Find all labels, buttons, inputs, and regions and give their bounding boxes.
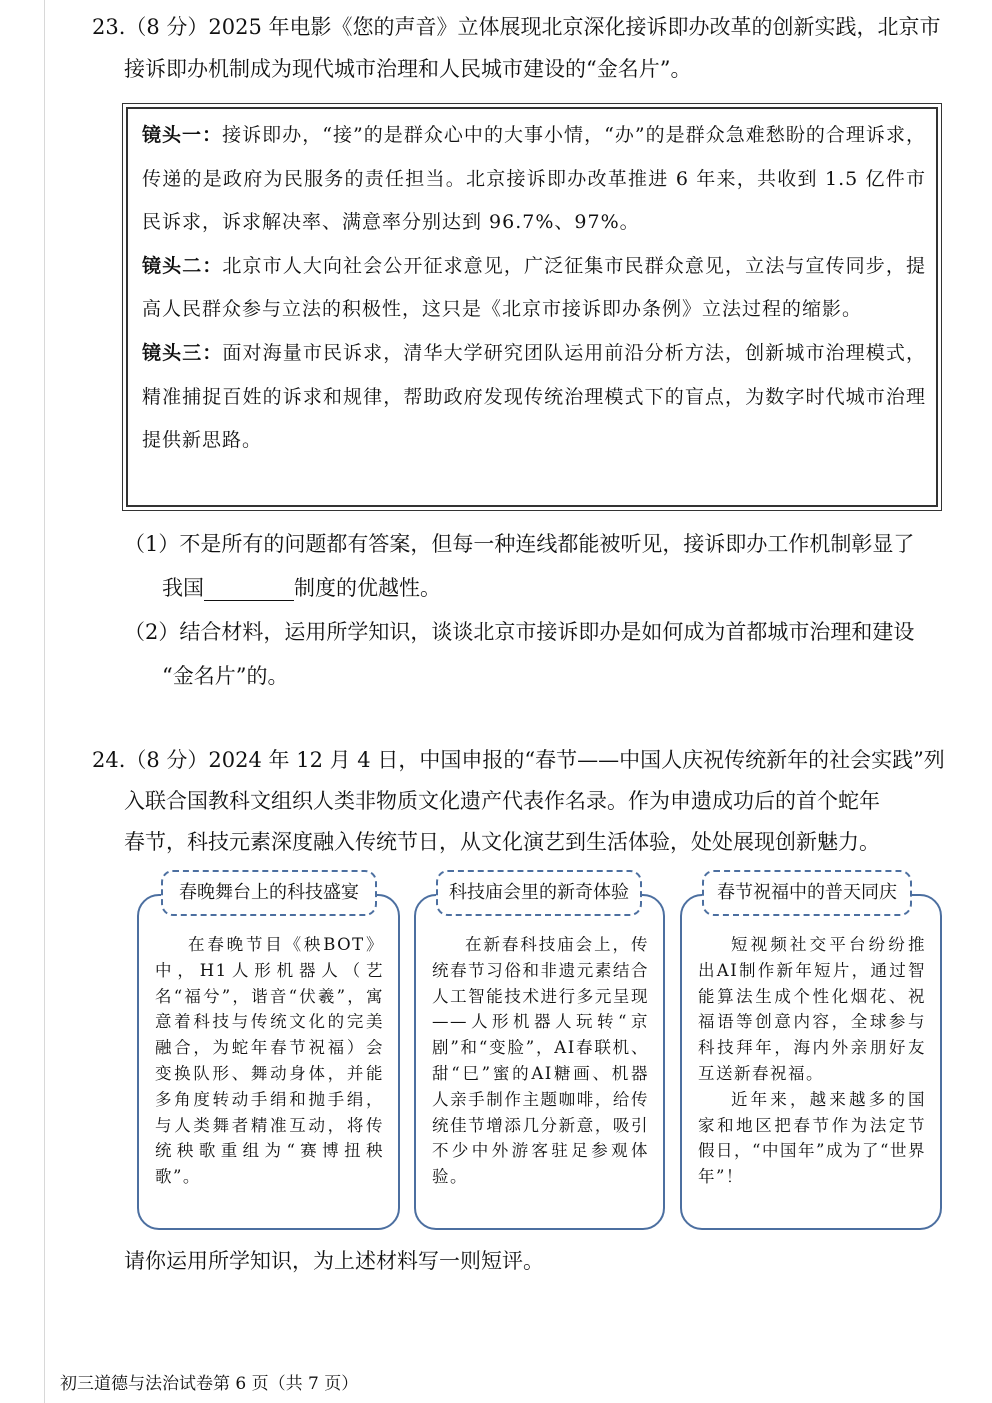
q24-stem-line3: 春节，科技元素深度融入传统节日，从文化演艺到生活体验，处处展现创新魅力。 xyxy=(124,830,880,854)
sub1-suffix: 制度的优越性。 xyxy=(294,576,441,600)
q23-sub1-line2 xyxy=(162,566,990,610)
card-1 xyxy=(137,894,400,1230)
q24-stem-line2: 入联合国教科文组织人类非物质文化遗产代表作名录。作为申遗成功后的首个蛇年 xyxy=(124,789,880,813)
shot-2 xyxy=(142,245,926,332)
q24-stem-line1: 24.（8 分）2024 年 12 月 4 日，中国申报的“春节——中国人庆祝传统新年的社会实践”列 xyxy=(92,748,945,772)
card-3 xyxy=(680,894,942,1230)
card-3-text-1: 短视频社交平台纷纷推出AI制作新年短片，通过智能算法生成个性化烟花、祝福语等创意内容，全球参与科技拜年，海内外亲朋好友互送新春祝福。 xyxy=(698,935,926,1083)
card-3-text-2: 近年来，越来越多的国家和地区把春节作为法定节假日，“中国年”成为了“世界年”！ xyxy=(698,1089,926,1187)
q23-sub1-line1: （1）不是所有的问题都有答案，但每一种连线都能被听见，接诉即办工作机制彰显了 xyxy=(124,532,915,556)
page-footer: 初三道德与法治试卷第 6 页（共 7 页） xyxy=(60,1374,359,1394)
card-2-title: 科技庙会里的新奇体验 xyxy=(436,870,642,916)
card-1-text: 在春晚节目《秧BOT》中，H1人形机器人（艺名“福兮”，谐音“伏羲”，寓意着科技与传统文化的完美融合，为蛇年春节祝福）会变换队形、舞动身体，并能多角度转动手绢和抛手绢，与人类舞者精准互动，将传统秧歌重组为“赛博扭秧歌”。 xyxy=(155,935,384,1187)
shot-3 xyxy=(142,332,926,463)
card-1-title: 春晚舞台上的科技盛宴 xyxy=(161,870,377,916)
q23-material-box xyxy=(122,103,942,511)
shot-1-text: 接诉即办，“接”的是群众心中的大事小情，“办”的是群众急难愁盼的合理诉求，传递的是政府为民服务的责任担当。北京接诉即办改革推进 6 年来，共收到 1.5 亿件市民诉求，诉求解决率、满意率分别达到 96.7%、97%。 xyxy=(142,124,926,234)
card-3-title: 春节祝福中的普天同庆 xyxy=(702,870,912,916)
shot-1 xyxy=(142,114,926,245)
q23-stem-line2: 接诉即办机制成为现代城市治理和人民城市建设的“金名片”。 xyxy=(124,57,692,81)
answer-blank[interactable] xyxy=(204,576,294,601)
shot-3-text: 面对海量市民诉求，清华大学研究团队运用前沿分析方法，创新城市治理模式，精准捕捉百姓的诉求和规律，帮助政府发现传统治理模式下的盲点，为数字时代城市治理提供新思路。 xyxy=(142,341,926,452)
q23-sub2-line2: “金名片”的。 xyxy=(162,664,289,688)
q23-material-inner xyxy=(126,107,938,507)
card-2 xyxy=(414,894,665,1230)
q23-sub2-line1: （2）结合材料，运用所学知识，谈谈北京市接诉即办是如何成为首都城市治理和建设 xyxy=(124,620,915,644)
shot-2-text: 北京市人大向社会公开征求意见，广泛征集市民群众意见，立法与宣传同步，提高人民群众参与立法的积极性，这只是《北京市接诉即办条例》立法过程的缩影。 xyxy=(142,254,926,321)
sub1-prefix: 我国 xyxy=(162,576,204,600)
shot-2-label: 镜头二： xyxy=(142,254,223,277)
page-margin-line xyxy=(44,0,45,1403)
shot-1-label: 镜头一： xyxy=(142,124,223,146)
shot-3-label: 镜头三： xyxy=(142,341,223,364)
q24-instruction: 请你运用所学知识，为上述材料写一则短评。 xyxy=(124,1249,544,1273)
card-2-text: 在新春科技庙会上，传统春节习俗和非遗元素结合人工智能技术进行多元呈现——人形机器人玩转“京剧”和“变脸”，AI春联机、甜“巳”蜜的AI糖画、机器人亲手制作主题咖啡，给传统佳节增添几分新意，吸引不少中外游客驻足参观体验。 xyxy=(432,935,649,1187)
q23-stem-line1: 23.（8 分）2025 年电影《您的声音》立体展现北京深化接诉即办改革的创新实践，北京市 xyxy=(92,15,941,39)
